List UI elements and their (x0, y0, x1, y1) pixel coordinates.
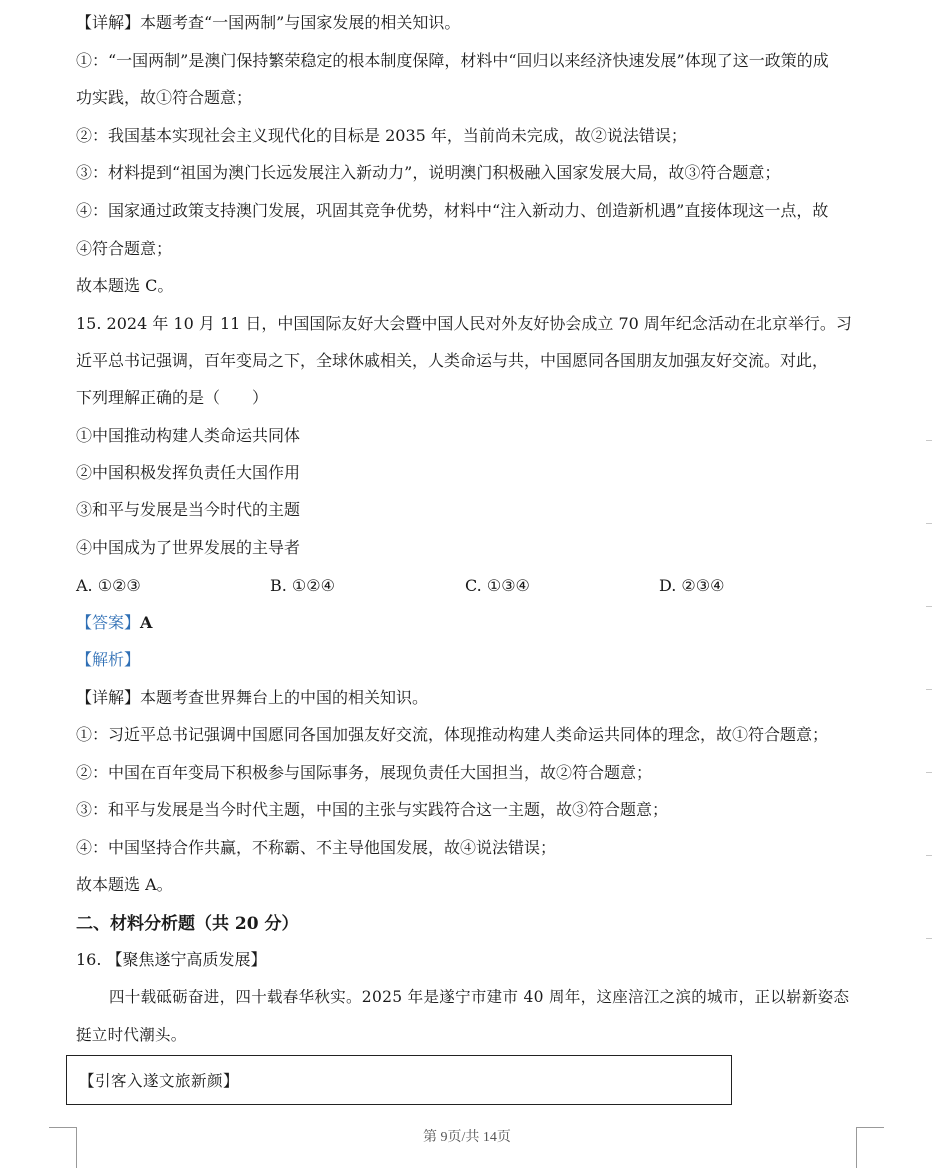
answer-value: A (140, 613, 153, 632)
analysis-tag: 【解析】 (76, 650, 141, 669)
answer-tag: 【答案】 (76, 613, 141, 632)
prev-point4-line2: ④符合题意； (76, 239, 173, 258)
q15-point2: ②：中国在百年变局下积极参与国际事务，展现负责任大国担当，故②符合题意； (76, 763, 653, 782)
prev-point1-line2: 功实践，故①符合题意； (76, 88, 253, 107)
prev-detail-line: 【详解】本题考查“一国两制”与国家发展的相关知识。 (76, 13, 461, 32)
margin-marks (926, 440, 932, 1000)
prev-point3: ③：材料提到“祖国为澳门长远发展注入新动力”，说明澳门积极融入国家发展大局，故③符合题意； (76, 163, 781, 182)
prev-point1-line1: ①：“一国两制”是澳门保持繁荣稳定的根本制度保障，材料中“回归以来经济快速发展”体现了这一政策的成 (76, 51, 829, 70)
q15-statement-3: ③和平与发展是当今时代的主题 (76, 500, 301, 519)
page-number: 第 9页/共 14页 (423, 1130, 511, 1145)
material-box (66, 1055, 732, 1105)
q15-point1: ①：习近平总书记强调中国愿同各国加强友好交流，体现推动构建人类命运共同体的理念，故①符合题意； (76, 725, 829, 744)
q15-answer-row (76, 613, 858, 633)
q16-title: 16. 【聚焦遂宁高质发展】 (76, 950, 267, 969)
q15-option-c: C. ①③④ (465, 576, 530, 595)
q15-option-a: A. ①②③ (76, 576, 141, 595)
q15-stem-line3: 下列理解正确的是（ ） (76, 388, 269, 407)
q15-option-b: B. ①②④ (270, 576, 335, 595)
q15-stem-line2: 近平总书记强调，百年变局之下，全球休戚相关，人类命运与共，中国愿同各国朋友加强友好交流。对此， (76, 351, 829, 370)
q15-conclusion: 故本题选 A。 (76, 875, 173, 894)
prev-point4-line1: ④：国家通过政策支持澳门发展，巩固其竞争优势，材料中“注入新动力、创造新机遇”直接体现这一点，故 (76, 201, 829, 220)
q15-option-d: D. ②③④ (659, 576, 725, 595)
q15-statement-1: ①中国推动构建人类命运共同体 (76, 426, 301, 445)
q15-detail: 【详解】本题考查世界舞台上的中国的相关知识。 (76, 688, 429, 707)
q15-point3: ③：和平与发展是当今时代主题，中国的主张与实践符合这一主题，故③符合题意； (76, 800, 669, 819)
q16-intro-paragraph: 四十载砥砺奋进，四十载春华秋实。2025 年是遂宁市建市 40 周年，这座涪江之滨的城市，正以崭新姿态挺立时代潮头。 (76, 988, 850, 1044)
q15-point4: ④：中国坚持合作共赢，不称霸、不主导他国发展，故④说法错误； (76, 838, 557, 857)
prev-point2: ②：我国基本实现社会主义现代化的目标是 2035 年，当前尚未完成，故②说法错误； (76, 126, 687, 145)
material-box-title: 【引客入遂文旅新颜】 (79, 1072, 240, 1090)
prev-conclusion: 故本题选 C。 (76, 276, 174, 295)
section-heading: 二、材料分析题（共 20 分） (76, 914, 299, 934)
q15-stem-line1: 15. 2024 年 10 月 11 日，中国国际友好大会暨中国人民对外友好协会成立 70 周年纪念活动在北京举行。习 (76, 314, 852, 333)
q15-statement-2: ②中国积极发挥负责任大国作用 (76, 463, 301, 482)
q15-statement-4: ④中国成为了世界发展的主导者 (76, 538, 301, 557)
